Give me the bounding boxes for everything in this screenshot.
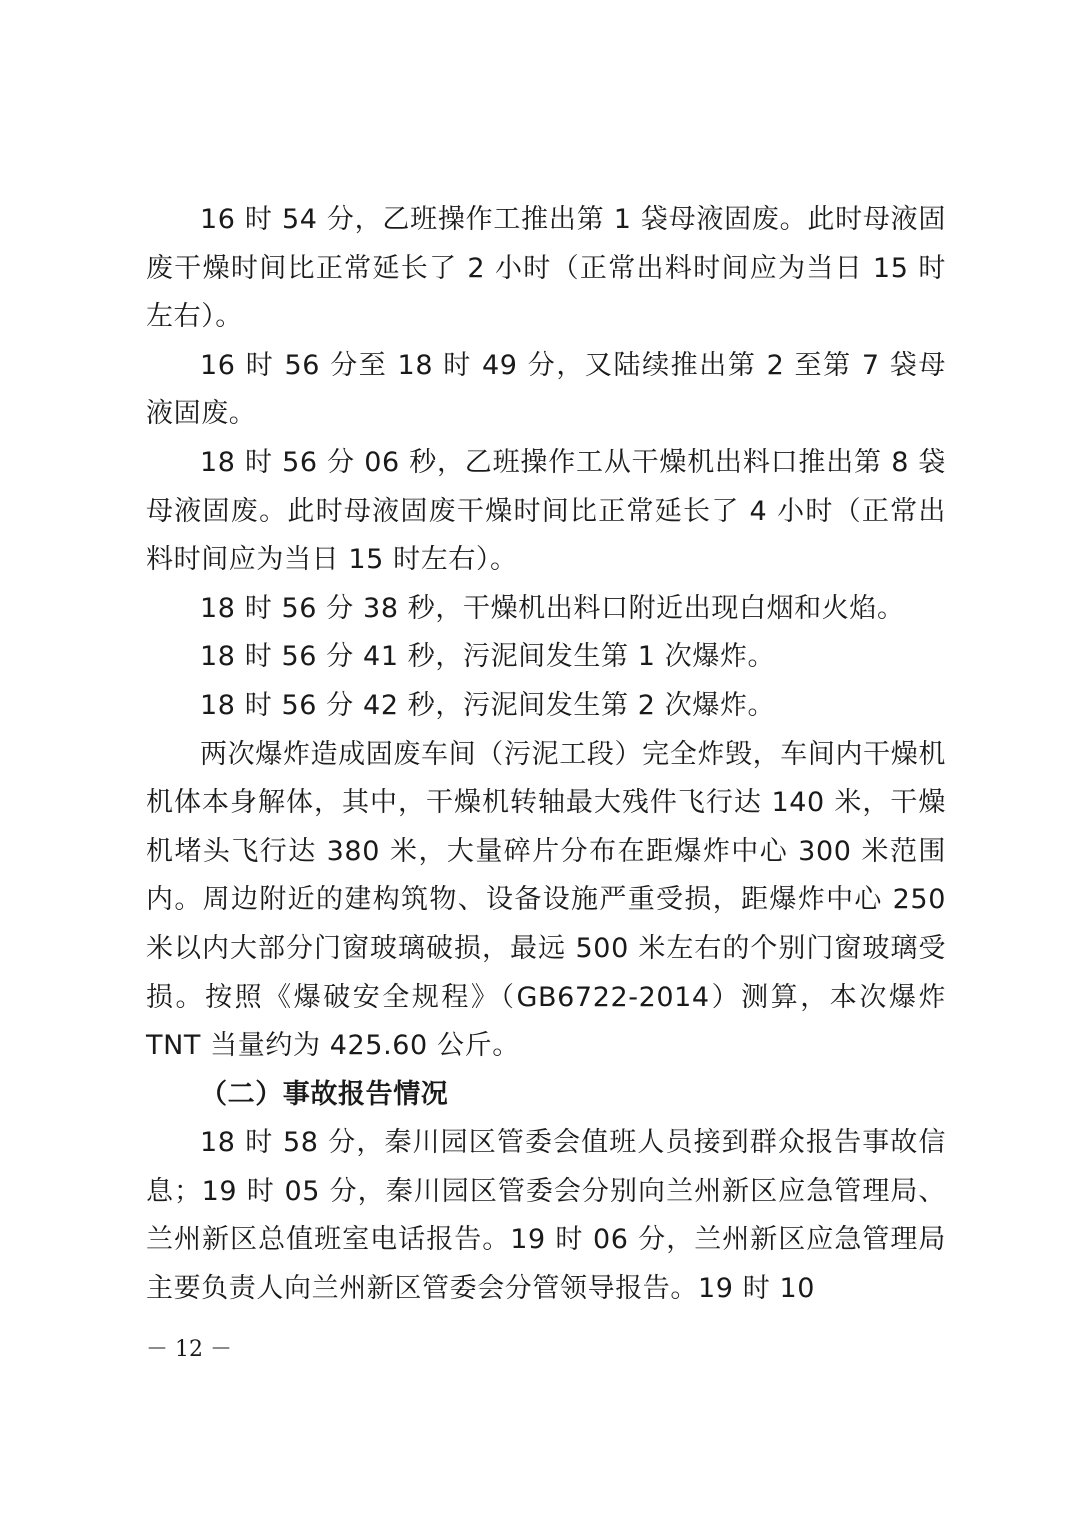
paragraph-first-explosion: 18 时 56 分 41 秒，污泥间发生第 1 次爆炸。 xyxy=(200,641,776,673)
paragraph-report: 18 时 58 分，秦川园区管委会值班人员接到群众报告事故信息；19 时 05 分，秦川园区管委会分别向兰州新区应急管理局、兰州新区总值班室电话报告。19 时 06 分，兰州新区应急管理局主要负责人向兰州新区管委会分管领导报告。19 时 10 xyxy=(146,1127,946,1305)
paragraph-damage: 两次爆炸造成固废车间（污泥工段）完全炸毁，车间内干燥机机体本身解体，其中，干燥机转轴最大残件飞行达 140 米，干燥机堵头飞行达 380 米，大量碎片分布在距爆炸中心 300 米范围内。周边附近的建构筑物、设备设施严重受损，距爆炸中心 250 米以内大部分门窗玻璃破损，最远 500 米左右的个别门窗玻璃受损。按照《爆破安全规程》（GB6722-2014）测算，本次爆炸 TNT 当量约为 425.60 公斤。 xyxy=(146,738,946,1062)
paragraph-smoke-fire: 18 时 56 分 38 秒，干燥机出料口附近出现白烟和火焰。 xyxy=(200,592,905,624)
section-heading: （二）事故报告情况 xyxy=(200,1078,449,1110)
document-body xyxy=(146,196,946,1314)
paragraph-first-bag: 16 时 54 分，乙班操作工推出第 1 袋母液固废。此时母液固废干燥时间比正常延长了 2 小时（正常出料时间应为当日 15 时左右）。 xyxy=(146,204,946,333)
paragraph-bags-two-to-seven: 16 时 56 分至 18 时 49 分，又陆续推出第 2 至第 7 袋母液固废。 xyxy=(146,349,946,430)
page-number: － 12 － xyxy=(146,1337,232,1362)
paragraph-second-explosion: 18 时 56 分 42 秒，污泥间发生第 2 次爆炸。 xyxy=(200,689,776,721)
paragraph-eighth-bag: 18 时 56 分 06 秒，乙班操作工从干燥机出料口推出第 8 袋母液固废。此时母液固废干燥时间比正常延长了 4 小时（正常出料时间应为当日 15 时左右）。 xyxy=(146,446,946,576)
